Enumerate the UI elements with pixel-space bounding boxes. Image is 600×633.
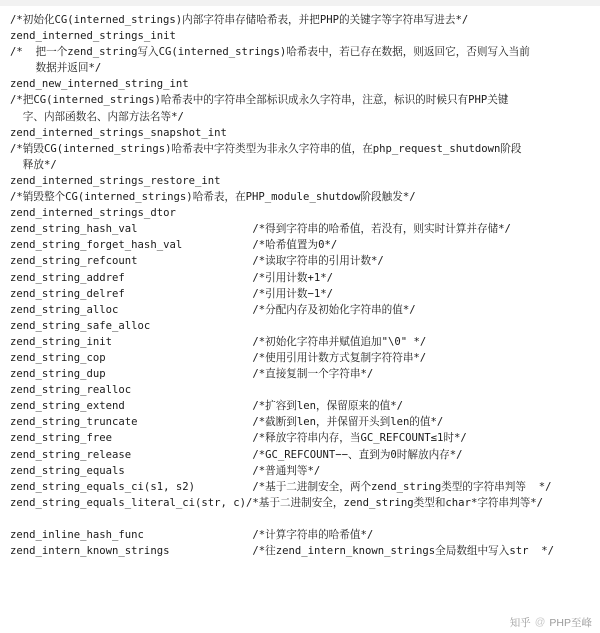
code-line: zend_new_interned_string_int: [10, 78, 189, 91]
code-line: zend_inline_hash_func /*计算字符串的哈希值*/: [10, 529, 374, 541]
watermark: [510, 615, 592, 630]
code-line: zend_interned_strings_snapshot_int: [10, 126, 227, 139]
code-line: zend_interned_strings_init: [10, 30, 176, 43]
code-line: zend_string_hash_val /*得到字符串的哈希值，若没有，则实时计算并存储*/: [10, 223, 511, 236]
code-line: zend_string_equals_ci(s1, s2) /*基于二进制安全，两个zend_string类型的字符串判等 */: [10, 480, 552, 493]
code-line: zend_string_free /*释放字符串内存，当GC_REFCOUNT≤1时*/: [10, 432, 467, 445]
code-line: zend_string_addref /*引用计数+1*/: [10, 271, 334, 284]
code-line: zend_string_alloc /*分配内存及初始化字符串的值*/: [10, 303, 416, 316]
code-line: zend_string_equals /*普通判等*/: [10, 464, 321, 477]
code-line: /*初始化CG(interned_strings)内部字符串存储哈希表，并把PHP的关键字等字符串写进去*/: [10, 14, 469, 26]
code-line: /*把CG(interned_strings)哈希表中的字符串全部标识成永久字符串，注意，标识的时候只有PHP关键: [10, 94, 509, 107]
code-line: zend_string_safe_alloc: [10, 319, 151, 332]
code-line: /* 把一个zend_string写入CG(interned_strings)哈希表中，若已存在数据，则返回它，否则写入当前: [10, 46, 530, 59]
code-line: zend_string_forget_hash_val /*哈希值置为0*/: [10, 239, 338, 252]
watermark-author: PHP至峰: [549, 616, 592, 629]
code-line: zend_intern_known_strings /*往zend_intern_known_strings全局数组中写入str */: [10, 545, 554, 558]
code-line: zend_string_init /*初始化字符串并赋值追加"\0" */: [10, 335, 427, 348]
code-line: zend_string_realloc: [10, 384, 132, 397]
footer-bar: [0, 611, 600, 633]
code-line-blank: [10, 511, 592, 527]
watermark-separator: @: [534, 616, 546, 628]
code-line: /*销毁整个CG(interned_strings)哈希表，在PHP_module_shutdow阶段触发*/: [10, 191, 416, 204]
code-line: 字、内部函数名、内部方法名等*/: [10, 110, 184, 123]
code-line: 数据并返回*/: [10, 62, 102, 75]
code-line: /*销毁CG(interned_strings)哈希表中字符类型为非永久字符串的值，在php_request_shutdown阶段: [10, 142, 522, 155]
code-line: zend_interned_strings_dtor: [10, 207, 176, 220]
code-line: zend_string_release /*GC_REFCOUNT−−、直到为0时解放内存*/: [10, 448, 463, 461]
code-line: zend_string_extend /*扩容到len，保留原来的值*/: [10, 400, 403, 413]
code-line: zend_interned_strings_restore_int: [10, 174, 221, 187]
code-line: zend_string_refcount /*读取字符串的引用计数*/: [10, 255, 384, 268]
code-line: zend_string_truncate /*截断到len，并保留开头到len的值*/: [10, 416, 444, 429]
code-line: zend_string_equals_literal_ci(str, c)/*基于二进制安全，zend_string类型和char*字符串判等*/: [10, 496, 544, 509]
code-line: zend_string_dup /*直接复制一个字符串*/: [10, 368, 374, 381]
code-line: zend_string_cop /*使用引用计数方式复制字符符串*/: [10, 351, 427, 364]
zhihu-brand-label: 知乎: [509, 616, 531, 629]
code-line: 释放*/: [10, 158, 57, 171]
code-line: zend_string_delref /*引用计数−1*/: [10, 287, 334, 300]
